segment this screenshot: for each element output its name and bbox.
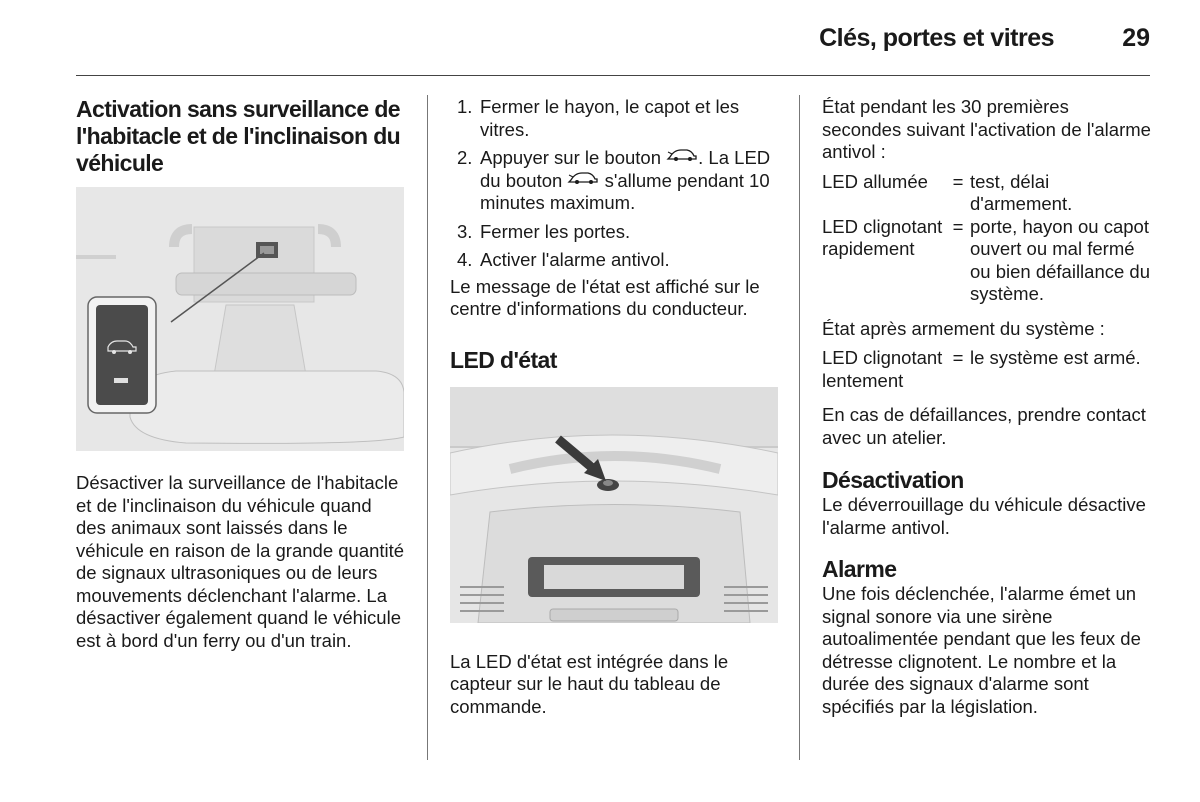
- equals: =: [952, 215, 964, 237]
- definition-list-after: [822, 347, 1152, 392]
- section-title: Clés, portes et vitres: [819, 24, 1054, 52]
- column-2: [450, 96, 780, 718]
- heading-deactivation: Désactivation: [822, 467, 964, 493]
- paragraph-caption: La LED d'état est intégrée dans le capteur sur le haut du tableau de commande.: [450, 650, 729, 717]
- heading-led-state: LED d'état: [450, 346, 557, 373]
- list-item: [450, 249, 780, 272]
- car-tilt-icon: [567, 171, 599, 185]
- step-text: Appuyer sur le bouton: [480, 147, 667, 168]
- heading-activation: Activation sans surveillance de l'habitacle et de l'inclinaison du véhicule: [76, 96, 401, 176]
- header-rule: [76, 75, 1150, 76]
- steps-list: [450, 96, 780, 272]
- paragraph-after-label: État après armement du système :: [822, 317, 1105, 339]
- term: LED allumée: [822, 170, 928, 192]
- paragraph-message: Le message de l'état est affiché sur le centre d'informations du conducteur.: [450, 275, 760, 319]
- step-text: . La LED du bouton: [480, 147, 771, 191]
- equals: =: [952, 347, 964, 368]
- step-text: Fermer les portes.: [480, 220, 631, 242]
- list-item: [450, 221, 780, 244]
- term: LED clignotant lentement: [822, 347, 943, 391]
- list-item: [450, 147, 780, 215]
- step-number: 1.: [457, 96, 473, 117]
- step-text: Fermer le hayon, le capot et les vitres.: [480, 96, 740, 140]
- paragraph-failure: En cas de défaillances, prendre contact avec un atelier.: [822, 404, 1146, 448]
- dashboard-led-illustration: [450, 387, 778, 623]
- heading-alarm: Alarme: [822, 556, 897, 582]
- step-text: Activer l'alarme antivol.: [480, 249, 670, 270]
- column-1: [76, 96, 406, 652]
- paragraph-intro: État pendant les 30 premières secondes suivant l'activation de l'alarme antivol :: [822, 96, 1151, 162]
- step-number: 3.: [457, 220, 473, 242]
- column-3: [822, 96, 1152, 718]
- equals: =: [952, 170, 964, 192]
- mirror-button-illustration: [76, 187, 404, 451]
- paragraph-deactivation: Le déverrouillage du véhicule désactive l'alarme antivol.: [822, 494, 1146, 538]
- list-item: [450, 96, 780, 141]
- car-tilt-icon: [666, 148, 698, 162]
- column-divider-2: [799, 95, 800, 760]
- definition-list-first: [822, 171, 1152, 306]
- step-number: 2.: [457, 147, 473, 168]
- definition: test, délai d'armement.: [970, 170, 1073, 214]
- term: LED clignotant rapidement: [822, 215, 943, 259]
- page-number: 29: [1122, 24, 1150, 52]
- paragraph-alarm: Une fois déclenchée, l'alarme émet un signal sonore via une sirène autoalimentée pendant que les feux de détresse clignotent. Le nombre et la durée des signaux d'alarme sont spécifiés par la législation.: [822, 583, 1141, 717]
- definition: le système est armé.: [970, 347, 1141, 368]
- paragraph-deactivate-surveillance: Désactiver la surveillance de l'habitacle et de l'inclinaison du véhicule quand des animaux sont laissés dans le véhicule en raison de la grande quantité de signaux ultrasoniques ou de leurs mouvements déclenchant l'alarme. La désactiver également quand le véhicule est à bord d'un ferry ou d'un train.: [76, 472, 405, 651]
- step-text: s'allume pendant 10 minutes maximum.: [480, 169, 770, 213]
- definition: porte, hayon ou capot ouvert ou mal fermé ou bien défaillance du système.: [970, 215, 1151, 304]
- step-number: 4.: [457, 249, 473, 270]
- column-divider-1: [427, 95, 428, 760]
